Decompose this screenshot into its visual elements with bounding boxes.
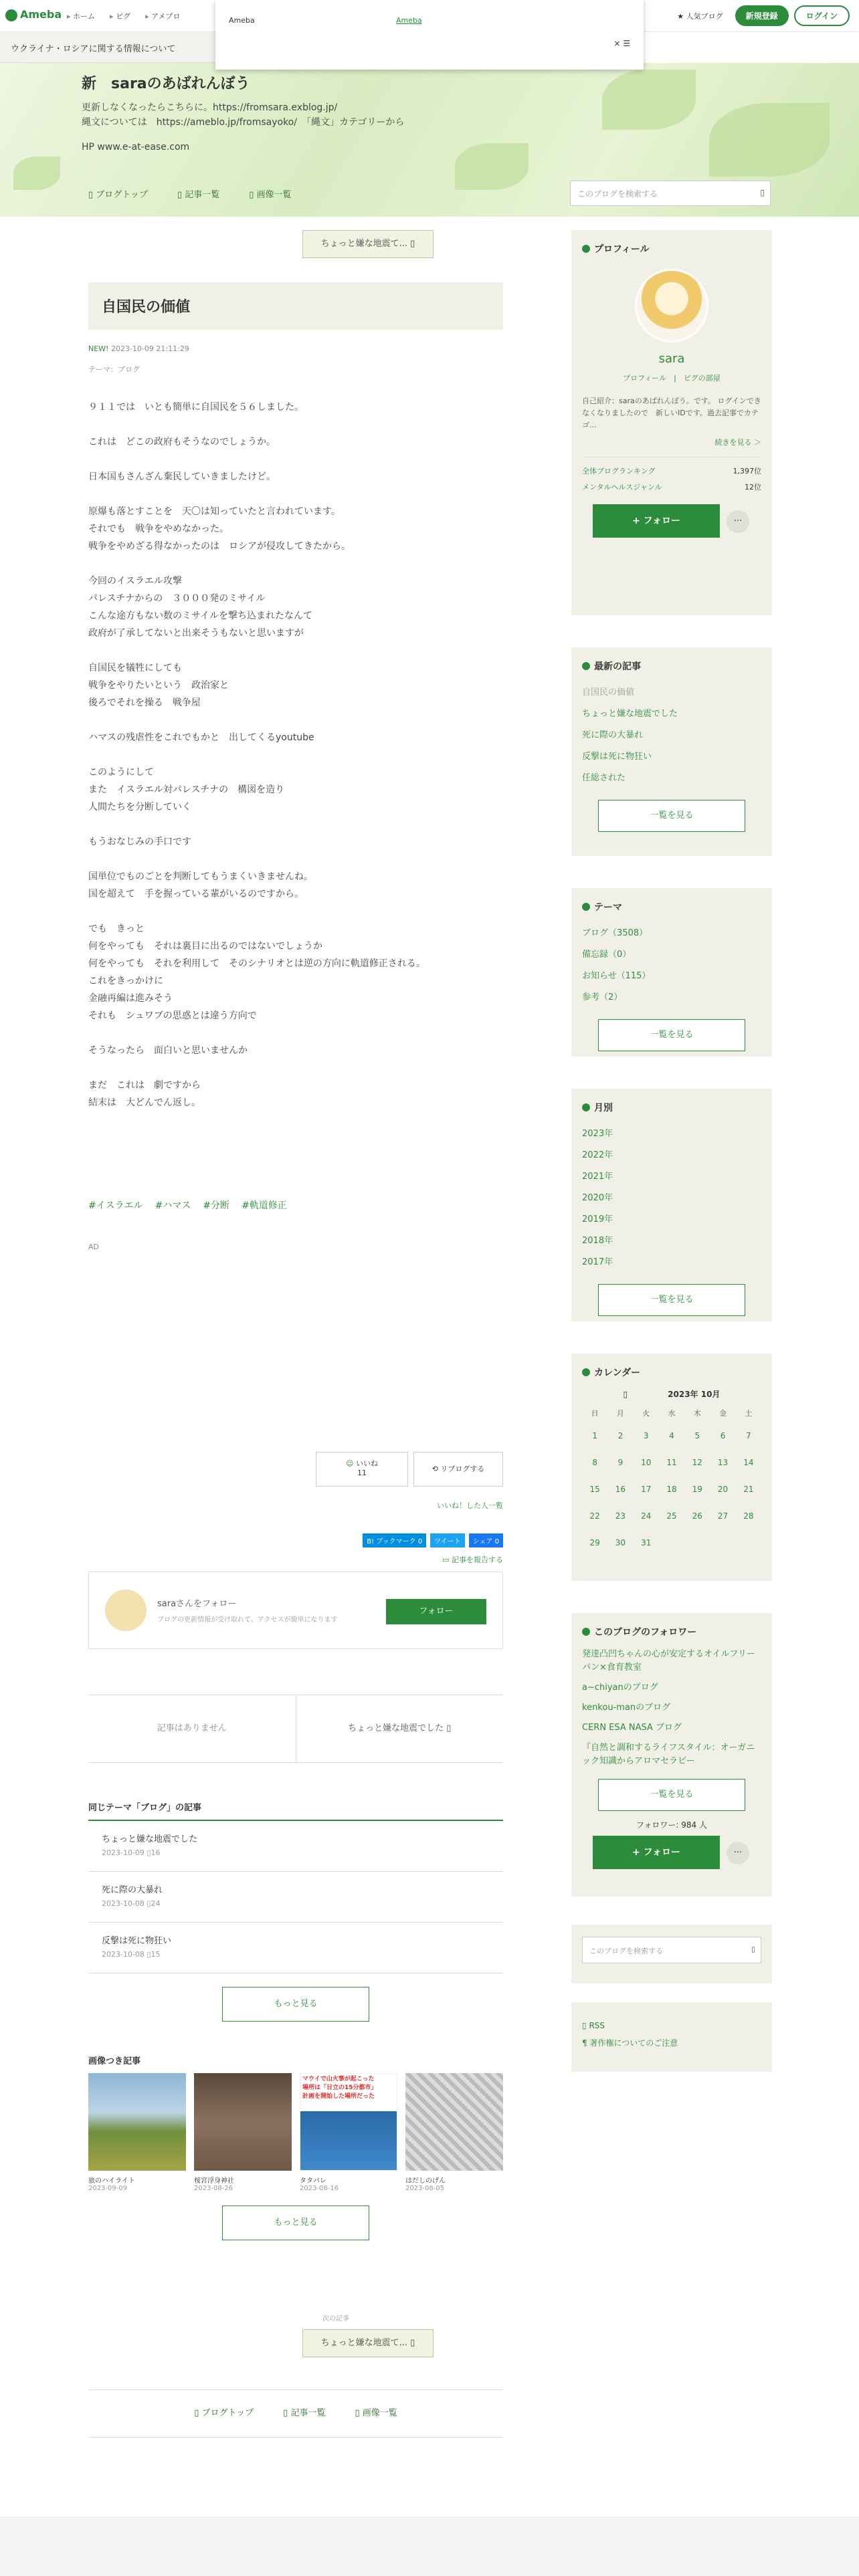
theme-item[interactable]: 参考（2）: [582, 992, 623, 1002]
page-footer: [0, 2517, 859, 2576]
reblog-label: リブログする: [440, 1465, 485, 1473]
more-button[interactable]: もっと見る: [222, 1987, 369, 2022]
calendar-day[interactable]: 6: [720, 1431, 726, 1440]
weekday: 月: [616, 1409, 624, 1418]
thumbnail-photo: [300, 2111, 397, 2170]
month-item[interactable]: 2021年: [582, 1172, 613, 1182]
follower-item[interactable]: 『自然と調和するライフスタイル：オーガニック知識からアロマセラピー: [582, 1743, 755, 1766]
blog-hp: HP www.e-at-ease.com: [82, 142, 190, 152]
ranking-value: 12位: [745, 483, 761, 492]
follow-card-title: saraさんをフォロー: [157, 1599, 237, 1609]
prev-article-label: ちょっと嫌な地震て...: [320, 239, 408, 249]
prev-none: 記事はありません: [88, 1695, 296, 1762]
leaf-decoration: [602, 70, 696, 130]
ranking-label: 全体ブログランキング: [582, 467, 656, 475]
calendar-box: [571, 1354, 772, 1581]
thumbnail-caption: [300, 2074, 397, 2103]
calendar-day[interactable]: 7: [746, 1431, 751, 1440]
follower-item[interactable]: kenkou-manのブログ: [582, 1703, 671, 1713]
next-article-button[interactable]: ちょっと嫌な地震て... ▯: [302, 2329, 434, 2357]
next-article-label: ちょっと嫌な地震でした: [348, 1723, 444, 1733]
calendar-day: [710, 1529, 735, 1556]
list-item-count: 16: [151, 1848, 161, 1857]
blog-nav-list[interactable]: ▯ 記事一覧: [177, 190, 220, 200]
search-icon[interactable]: ▯: [751, 1945, 755, 1953]
calendar-day[interactable]: 30: [615, 1538, 626, 1547]
reblog-button[interactable]: [413, 1452, 503, 1487]
blog-nav: [88, 187, 292, 200]
sidebar-search-input[interactable]: [582, 1937, 761, 1963]
article-theme[interactable]: テーマ：ブログ: [88, 365, 140, 374]
sidebar-search-placeholder: このブログを検索する: [589, 1947, 663, 1955]
search-icon[interactable]: ▯: [760, 188, 765, 197]
nav-pig[interactable]: ▸ ピグ: [110, 11, 130, 21]
followers-follow-row: [593, 1836, 761, 1869]
calendar-month: [582, 1388, 761, 1400]
latest-item[interactable]: 死に際の大暴れ: [582, 730, 644, 740]
calendar-day[interactable]: 11: [666, 1458, 677, 1467]
sidebar-search-box: [571, 1925, 772, 1983]
list-item-count: 15: [151, 1950, 161, 1959]
copyright-icon: ¶: [582, 2038, 587, 2048]
image-article[interactable]: [88, 2073, 186, 2192]
theme-header: テーマ: [582, 900, 761, 914]
theme-item[interactable]: 備忘録（0）: [582, 950, 632, 960]
image-article-date: 2023-09-09: [88, 2185, 128, 2192]
image-article-date: 2023-08-16: [300, 2185, 339, 2192]
follow-card-desc: ブログの更新情報が受け取れて、アクセスが簡単になります: [157, 1616, 338, 1624]
ranking-row[interactable]: [582, 465, 761, 476]
hatena-bookmark-button[interactable]: B! ブックマーク 0: [363, 1533, 426, 1547]
latest-item[interactable]: 任総された: [582, 773, 626, 783]
report-label: 記事を報告する: [452, 1555, 503, 1564]
calendar-day[interactable]: 5: [694, 1431, 700, 1440]
hashtags: [88, 1198, 503, 1212]
blog-desc-line: 更新しなくなったらこちらに。https://fromsara.exblog.jp/: [82, 102, 338, 113]
rss-link[interactable]: [582, 2021, 761, 2030]
latest-articles-box: [571, 647, 772, 856]
blog-search-input[interactable]: [570, 181, 771, 206]
weekday: 火: [642, 1409, 650, 1418]
signup-button[interactable]: 新規登録: [735, 5, 789, 26]
calendar-day[interactable]: 4: [669, 1431, 674, 1440]
nav-amepro[interactable]: ▸ アメプロ: [145, 11, 180, 21]
thumbnail-manga: [405, 2073, 503, 2171]
ad-label: AD: [88, 1243, 99, 1251]
like-button[interactable]: [316, 1452, 408, 1487]
blog-nav-images[interactable]: ▯ 画像一覧: [249, 190, 292, 200]
followers-follow-button[interactable]: + フォロー: [593, 1836, 720, 1869]
reblog-icon: ⟲: [432, 1465, 438, 1473]
blog-desc-line: 縄文については https://ameblo.jp/fromsayoko/ 「縄文」カテゴリーから: [82, 117, 405, 128]
calendar-header: カレンダー: [582, 1366, 761, 1379]
calendar-day[interactable]: 22: [589, 1511, 600, 1521]
month-item[interactable]: 2022年: [582, 1150, 613, 1160]
rss-label: RSS: [589, 2021, 605, 2030]
calendar-day[interactable]: 28: [743, 1511, 754, 1521]
list-item-title: 死に際の大暴れ: [102, 1885, 163, 1895]
new-badge: NEW!: [88, 344, 109, 353]
image-article-title: 桜宮浮身神社: [194, 2177, 234, 2185]
leaf-decoration: [13, 156, 60, 190]
header-actions: [677, 5, 850, 26]
image-article-title: タタパレ: [300, 2177, 326, 2185]
image-article[interactable]: [300, 2073, 397, 2192]
bottom-nav-label: ブログトップ: [201, 2408, 254, 2418]
calendar-day[interactable]: 8: [592, 1458, 597, 1467]
thumbnail-landscape: [88, 2073, 186, 2171]
calendar-day[interactable]: 24: [641, 1511, 652, 1521]
article-title: 自国民の価値: [88, 282, 503, 330]
blog-title[interactable]: 新 saraのあばれんぼう: [82, 76, 250, 92]
pig-room-link[interactable]: ピグの部屋: [683, 374, 721, 383]
image-article[interactable]: [194, 2073, 292, 2192]
profile-link[interactable]: プロフィール: [623, 374, 667, 383]
theme-box: [571, 888, 772, 1057]
calendar-day[interactable]: 21: [743, 1485, 754, 1494]
calendar-day[interactable]: 10: [641, 1458, 652, 1467]
more-images-button[interactable]: もっと見る: [222, 2206, 369, 2240]
like-label: いいね: [355, 1459, 378, 1468]
weekday: 木: [693, 1409, 701, 1418]
calendar-day[interactable]: 23: [615, 1511, 626, 1521]
list-item[interactable]: 死に際の大暴れ 2023-10-08 ▯24: [88, 1872, 503, 1923]
hashtag[interactable]: #ハマス: [155, 1200, 191, 1211]
latest-item[interactable]: 自国民の価値: [582, 687, 635, 697]
leaf-decoration: [455, 143, 529, 190]
thumbnail-caption-line: 場所は「日立の15分都市」: [302, 2084, 377, 2091]
thumbnail-caption-line: 計画を開始した場所だった: [302, 2093, 375, 2100]
rss-icon: ▯: [582, 2021, 587, 2030]
calendar-title: 2023年 10月: [668, 1390, 721, 1399]
ameba-logo[interactable]: [5, 8, 62, 21]
weekday: 土: [745, 1409, 753, 1418]
weekday: 日: [591, 1409, 599, 1418]
facebook-share-button[interactable]: シェア 0: [469, 1533, 503, 1547]
weekday: 金: [719, 1409, 727, 1418]
search-placeholder: このブログを検索する: [577, 189, 658, 199]
prev-article-button[interactable]: ちょっと嫌な地震て... ▯: [302, 230, 434, 258]
hashtag[interactable]: #分断: [203, 1200, 230, 1211]
calendar-day[interactable]: 17: [641, 1485, 652, 1494]
month-item[interactable]: 2023年: [582, 1129, 613, 1139]
monthly-box: [571, 1089, 772, 1321]
read-more-link[interactable]: 続きを見る ＞: [582, 437, 761, 457]
latest-item[interactable]: ちょっと嫌な地震でした: [582, 709, 678, 719]
follower-item[interactable]: a~chiyanのブログ: [582, 1683, 658, 1693]
bottom-nav-label: 画像一覧: [362, 2408, 397, 2418]
calendar-day[interactable]: 14: [743, 1458, 754, 1467]
month-item[interactable]: 2019年: [582, 1214, 613, 1224]
sidebar: [571, 230, 772, 2104]
bottom-nav-list[interactable]: ▯ 記事一覧: [283, 2408, 326, 2418]
calendar-day[interactable]: 27: [717, 1511, 729, 1521]
follower-item[interactable]: 発達凸凹ちゃんの心が安定するオイルフリーパン×食育教室: [582, 1649, 755, 1673]
ad-space: [88, 1251, 503, 1492]
article-date: 2023-10-09 21:11:29: [110, 344, 189, 353]
image-article-date: 2023-08-26: [194, 2185, 233, 2192]
global-nav: [67, 11, 180, 21]
ukraine-notice[interactable]: ウクライナ・ロシアに関する情報について: [0, 32, 215, 63]
article-meta: [88, 344, 503, 353]
popup-title: Ameba: [229, 16, 255, 25]
calendar-day[interactable]: 13: [717, 1458, 729, 1467]
image-articles-header: 画像つき記事: [88, 2056, 141, 2066]
list-item-date: 2023-10-09: [102, 1848, 145, 1857]
next-article-label: 次の記事: [322, 2315, 349, 2323]
month-item[interactable]: 2018年: [582, 1236, 613, 1246]
followers-header: このブログのフォロワー: [582, 1625, 761, 1638]
image-article-title: はだしのげん: [405, 2177, 446, 2185]
month-item[interactable]: 2020年: [582, 1193, 613, 1203]
image-article-title: 旅のハイライト: [88, 2177, 135, 2185]
follow-card: [88, 1572, 503, 1649]
next-article-text: ちょっと嫌な地震て...: [320, 2338, 408, 2348]
month-item[interactable]: 2017年: [582, 1257, 613, 1267]
liked-list-link[interactable]: いいね！した人一覧: [437, 1501, 503, 1510]
follower-count: フォロワー: 984 人: [636, 1820, 707, 1830]
list-item[interactable]: 反撃は死に物狂い 2023-10-08 ▯15: [88, 1923, 503, 1973]
copyright-label: 著作権についてのご注意: [589, 2038, 678, 2048]
more-icon[interactable]: ···: [727, 1842, 749, 1864]
theme-item[interactable]: お知らせ（115）: [582, 971, 651, 981]
calendar-day: [659, 1529, 684, 1556]
leaf-decoration: [709, 103, 830, 177]
logo-text: Ameba: [20, 8, 62, 21]
followers-list-button[interactable]: 一覧を見る: [598, 1779, 745, 1811]
popular-label: 人気ブログ: [686, 11, 723, 21]
like-count: 11: [357, 1469, 367, 1477]
thumbnail-news: [300, 2073, 397, 2171]
calendar-day[interactable]: 9: [617, 1458, 624, 1467]
calendar-day: [684, 1529, 710, 1556]
image-article[interactable]: [405, 2073, 503, 2192]
profile-links: プロフィール | ピグの部屋: [623, 374, 721, 383]
content-container: [56, 217, 803, 2517]
ranking-label: メンタルヘルスジャンル: [582, 483, 662, 492]
blog-nav-top[interactable]: ▯ ブログトップ: [88, 190, 148, 200]
follower-item[interactable]: CERN ESA NASA ブログ: [582, 1723, 682, 1733]
bottom-blog-nav: [88, 2389, 503, 2438]
copyright-link[interactable]: [582, 2037, 761, 2048]
ranking-row[interactable]: [582, 481, 761, 492]
list-item-count: 24: [151, 1899, 161, 1908]
article-body: ９１１では いとも簡単に自国民を５６しました。 これは どこの政府もそうなのでしょうか。 日本国もさんざん棄民していきましたけど。 原爆も落とすことを 天〇は知っていたと言われています。 それでも 戦争をやめなかった。 戦争をやめざる得なかったのは ロシアが侵攻してきたから。 今回のイスラエル攻撃 パレスチナからの ３０００発のミサイル こんな途方もない数のミサイルを撃ち込まれたなんて 政府が了承してないと出来そうもないと思いますが 自国民を犠牲にしても 戦争をやりたいという 政治家と 後ろでそれを操る 戦争屋 ハマスの残虐性をこれでもかと 出してくるyoutube このようにして また イスラエル対パレスチナの 構図を造り 人間たちを分断していく もうおなじみの手口です 国単位でものごとを判断してもうまくいきませんね。 国を超えて 手を握っている輩がいるのですから。 でも きっと 何をやっても それは裏目に出るのではないでしょうか 何をやっても それを利用して そのシナリオとは逆の方向に軌道修正される。 これをきっかけに 金融再編は進みそう それも シュワブの思惑とは違う方向で そうなったら 面白いと思いませんか まだ これは 劇ですから 結末は 大どんでん返し。: [88, 402, 425, 1108]
calendar-day[interactable]: 20: [717, 1485, 729, 1494]
same-theme-list: [88, 1820, 503, 1973]
article-pager: [88, 1695, 503, 1763]
sidebar-follow-button[interactable]: + フォロー: [593, 504, 720, 538]
blog-nav-label: 画像一覧: [256, 190, 292, 200]
blog-nav-label: ブログトップ: [96, 190, 148, 200]
calendar-day[interactable]: 18: [666, 1485, 677, 1494]
follow-button[interactable]: フォロー: [386, 1599, 486, 1624]
calendar-table: [582, 1404, 761, 1556]
monthly-list-button[interactable]: 一覧を見る: [598, 1284, 745, 1316]
calendar-day[interactable]: 15: [589, 1485, 600, 1494]
login-button[interactable]: ログイン: [794, 5, 850, 26]
latest-list-button[interactable]: 一覧を見る: [598, 800, 745, 832]
latest-item[interactable]: 反撃は死に物狂い: [582, 752, 652, 762]
theme-list-button[interactable]: 一覧を見る: [598, 1019, 745, 1051]
list-item-title: 反撃は死に物狂い: [102, 1936, 172, 1946]
calendar-day: [736, 1529, 761, 1556]
followers-box: [571, 1613, 772, 1897]
calendar-day[interactable]: 2: [617, 1431, 624, 1440]
same-theme-header: 同じテーマ「ブログ」の記事: [88, 1803, 202, 1813]
share-buttons: [88, 1533, 503, 1547]
thumbnail-caption-line: マウイで山火事が起こった: [302, 2076, 375, 2082]
profile-avatar[interactable]: [635, 269, 708, 342]
links-box: [571, 2002, 772, 2072]
list-item-date: 2023-10-08: [102, 1950, 145, 1959]
calendar-day[interactable]: 12: [692, 1458, 702, 1467]
bottom-nav-images[interactable]: ▯ 画像一覧: [355, 2408, 397, 2418]
popular-blog-link[interactable]: ★ 人気ブログ: [677, 11, 723, 21]
image-article-date: 2023-08-05: [405, 2185, 445, 2192]
profile-header: プロフィール: [582, 242, 761, 255]
weekday: 水: [668, 1409, 676, 1418]
bottom-nav-label: 記事一覧: [290, 2408, 326, 2418]
calendar-day[interactable]: 16: [615, 1485, 626, 1494]
calendar-day[interactable]: 31: [641, 1538, 652, 1547]
header-popup: [215, 0, 644, 70]
popup-link[interactable]: Ameba: [396, 16, 422, 25]
hashtag[interactable]: #軌道修正: [242, 1200, 287, 1211]
hashtag[interactable]: #イスラエル: [88, 1200, 143, 1211]
theme-item[interactable]: ブログ（3508）: [582, 928, 648, 938]
ameba-logo-icon: [5, 9, 17, 21]
blog-nav-label: 記事一覧: [185, 190, 220, 200]
profile-box: [571, 230, 772, 615]
calendar-day[interactable]: 19: [692, 1485, 702, 1494]
bottom-nav-top[interactable]: ▯ ブログトップ: [194, 2408, 254, 2418]
profile-intro: 自己紹介：saraのあばれんぼう。です。 ログインできなくなりましたので 新しいIDです。過去記事でカテゴ...: [582, 397, 761, 429]
latest-header: 最新の記事: [582, 659, 761, 673]
blog-description: [82, 100, 404, 130]
image-articles: [88, 2073, 503, 2192]
calendar-day[interactable]: 29: [589, 1538, 600, 1547]
calendar-prev-icon[interactable]: ▯: [623, 1390, 628, 1399]
monthly-header: 月別: [582, 1101, 761, 1114]
sidebar-follow-row: [593, 504, 761, 538]
avatar: [105, 1590, 147, 1631]
calendar-day[interactable]: 1: [592, 1431, 597, 1440]
popup-close-icon[interactable]: × ☰: [613, 39, 630, 48]
tweet-button[interactable]: ツイート: [430, 1533, 465, 1547]
list-item[interactable]: ちょっと嫌な地震でした 2023-10-09 ▯16: [88, 1821, 503, 1872]
main-column: [88, 230, 503, 2438]
ranking-value: 1,397位: [733, 467, 761, 475]
more-icon[interactable]: ···: [727, 510, 749, 533]
next-article-link[interactable]: ちょっと嫌な地震でした ▯: [348, 1723, 452, 1733]
calendar-day[interactable]: 25: [666, 1511, 677, 1521]
thumbnail-shrine: [194, 2073, 292, 2171]
list-item-date: 2023-10-08: [102, 1899, 145, 1908]
nav-home[interactable]: ▸ ホーム: [67, 11, 95, 21]
smile-icon: ☺: [346, 1459, 354, 1468]
report-link[interactable]: ▭ 記事を報告する: [442, 1555, 503, 1564]
list-item-title: ちょっと嫌な地震でした: [102, 1834, 198, 1844]
calendar-day[interactable]: 26: [692, 1511, 702, 1521]
profile-name[interactable]: sara: [658, 352, 685, 366]
calendar-day[interactable]: 3: [643, 1431, 649, 1440]
